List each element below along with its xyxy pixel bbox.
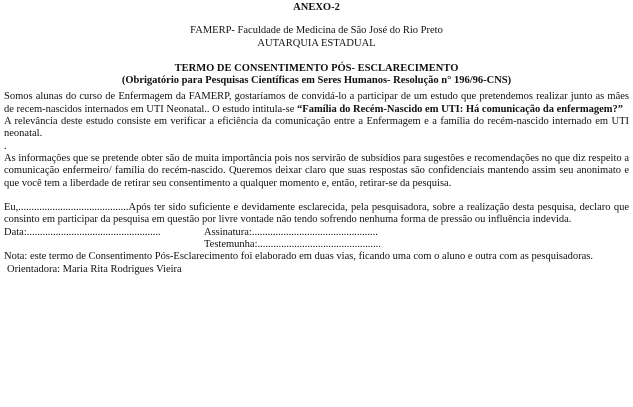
institution-name: FAMERP- Faculdade de Medicina de São José do Rio Preto [190, 25, 443, 37]
note-paragraph: Nota: este termo de Consentimento Pós-Esclarecimento foi elaborado em duas vias, ficando uma com o aluno e outra com as pesquisadoras. [4, 251, 593, 263]
institution-authority: AUTARQUIA ESTADUAL [257, 37, 376, 49]
annex-heading: ANEXO-2 [293, 2, 340, 13]
intro-paragraph [4, 91, 629, 116]
witness-line: Testemunha:............................................... [204, 239, 381, 251]
document-title: TERMO DE CONSENTIMENTO PÓS- ESCLARECIMENTO [174, 62, 459, 74]
relevance-paragraph: A relevância deste estudo consiste em verificar a eficiência da comunicação entre a Enfermagem e a família do recém-nascido internado em UTI neonatal. [4, 116, 629, 140]
stray-period: . [4, 140, 7, 152]
document-subtitle: (Obrigatório para Pesquisas Científicas em Seres Humanos- Resolução n° 196/96-CNS) [121, 75, 512, 87]
signature-block [4, 227, 629, 252]
spacer [4, 190, 629, 202]
study-title: “Família do Recém-Nascido em UTI: Há comunicação da enfermagem?” [297, 103, 624, 115]
declaration-paragraph: Eu,..........................................Após ter sido suficiente e devidamente esclarecida, pela pesquisadora, sobre a realização desta pesquisa, declaro que consinto em participar da pesquisa em questão por livre vontade não tendo sofrendo nenhuma forma de pressão ou influência indevida. [4, 202, 629, 226]
date-line: Data:................................................... [4, 226, 161, 238]
information-paragraph: As informações que se pretende obter são de muita importância pois nos servirão de subsídios para sugestões e recomendações no que diz respeito a comunicação enfermeiro/ família do recém-nascido. Queremos deixar claro que suas respostas são confidenciais mantendo assim seu anonimato e que você tem a liberdade de retirar seu consentimento a qualquer momento e, então, retirar-se da pesquisa. [4, 152, 629, 189]
consent-document [0, 2, 633, 407]
advisor-line: Orientadora: Maria Rita Rodrigues Vieira [7, 263, 182, 275]
signature-line: Assinatura:................................................ [204, 226, 378, 238]
intro-text: Somos alunas do curso de Enfermagem da FAMERP, gostaríamos de convidá-lo a participar de um estudo que pretendemos realizar junto as mães de recem-nascidos internados em UTI Neonatal.. O estudo intitula-se [4, 91, 629, 115]
